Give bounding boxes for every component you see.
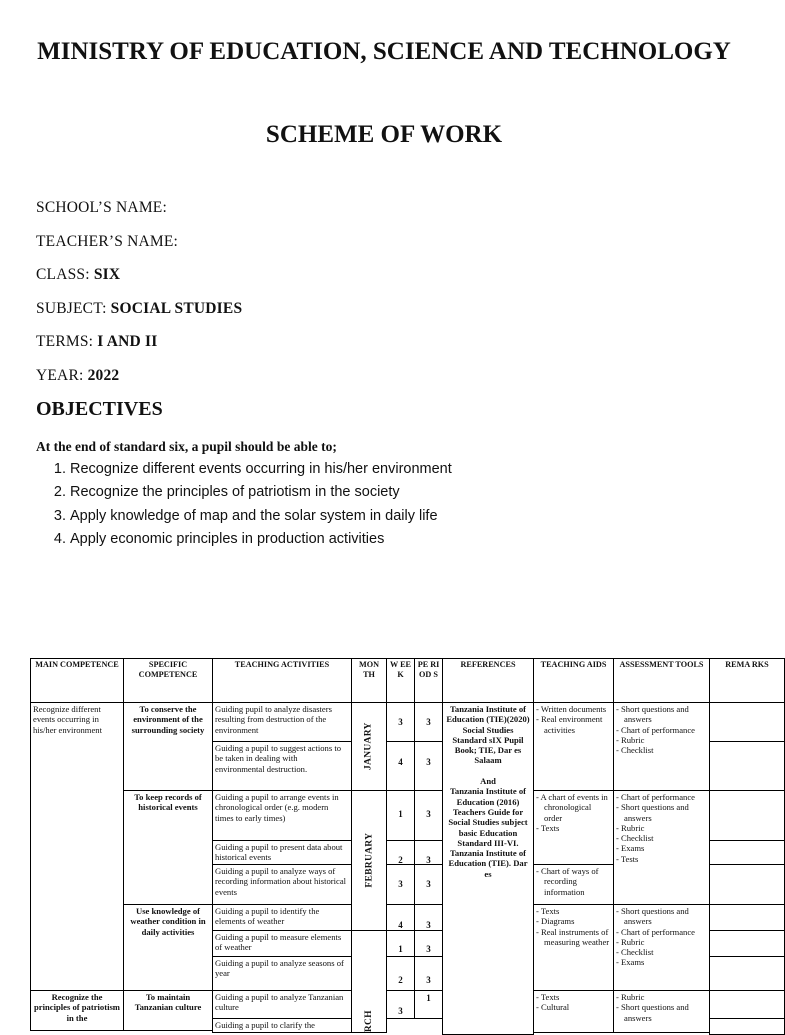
column-header: W EE K [386, 658, 415, 703]
column-header: TEACHING ACTIVITIES [212, 658, 352, 703]
period-value: 3 [426, 944, 431, 954]
school-name-field [36, 199, 167, 217]
period-value: 3 [426, 975, 431, 985]
document-title: SCHEME OF WORK [265, 121, 503, 148]
period-value: 3 [426, 717, 431, 727]
objective-item: 2. Recognize the principles of patriotism in the society [70, 481, 452, 504]
assessment-tools-cell [613, 904, 710, 991]
list-item: - Short questions and answers [616, 1002, 707, 1023]
column-header: SPECIFIC COMPETENCE [123, 658, 213, 703]
teaching-activity-cell: Guiding a pupil to clarify the [212, 1018, 352, 1033]
month-label: FEBRUARY [363, 833, 374, 888]
objective-item: 4. Apply economic principles in production activities [70, 528, 452, 551]
period-value: 3 [426, 855, 431, 865]
teaching-activity-cell: Guiding a pupil to analyze Tanzanian culture [212, 990, 352, 1019]
teaching-activity-cell: Guiding a pupil to measure elements of weather [212, 930, 352, 957]
week-value: 4 [398, 757, 403, 767]
remarks-cell [709, 702, 785, 742]
teaching-aids-cell [533, 904, 614, 991]
list-item: - Short questions and answers [616, 802, 707, 823]
column-header: MON TH [351, 658, 387, 703]
week-value: 3 [398, 717, 403, 727]
list-item: - Tests [616, 854, 707, 864]
period-value: 3 [426, 809, 431, 819]
list-item: - Checklist [616, 947, 707, 957]
terms-value: I AND II [97, 333, 158, 350]
objectives-intro: At the end of standard six, a pupil should be able to; [36, 439, 337, 454]
assessment-tools-cell [613, 790, 710, 905]
list-item: - A chart of events in chronological order [536, 792, 611, 823]
objectives-heading: OBJECTIVES [36, 398, 163, 420]
period-value: 1 [426, 993, 431, 1003]
week-value: 4 [398, 920, 403, 930]
teacher-name-label: TEACHER’S NAME: [36, 233, 179, 250]
subject-value: SOCIAL STUDIES [110, 300, 243, 317]
teaching-aids-cell [533, 864, 614, 905]
teaching-activity-cell: Guiding a pupil to analyze seasons of year [212, 956, 352, 991]
references-cell: Tanzania Institute of Education (TIE)(2020) Social Studies Standard sIX Pupil Book; TIE, Dar es Salaam And Tanzania Institute of Education (2016) Teachers Guide for Social Studies subject basic Education Standard III-VI. Tanzania Institute of Education (TIE). Dar es [442, 702, 534, 1035]
remarks-cell [709, 956, 785, 991]
teaching-aids-cell [533, 790, 614, 865]
teacher-name-field [36, 233, 178, 251]
list-item: - Chart of performance [616, 725, 707, 735]
subject-field [36, 300, 242, 318]
list-item: - Short questions and answers [616, 704, 707, 725]
remarks-cell [709, 1018, 785, 1035]
list-item: - Real instruments of measuring weather [536, 927, 611, 948]
remarks-cell [709, 904, 785, 931]
terms-label: TERMS: [36, 333, 98, 350]
remarks-cell [709, 741, 785, 791]
year-label: YEAR: [36, 367, 88, 384]
teaching-activity-cell: Guiding a pupil to suggest actions to be taken in dealing with environmental destruction. [212, 741, 352, 791]
teaching-activity-cell: Guiding a pupil to identify the elements of weather [212, 904, 352, 931]
objective-item: 3. Apply knowledge of map and the solar system in daily life [70, 505, 452, 528]
teaching-aids-cell [533, 990, 614, 1033]
main-competence-cell: Recognize different events occurring in his/her environment [30, 702, 124, 991]
week-value: 2 [398, 975, 403, 985]
scheme-table [30, 658, 784, 1032]
list-item: - Written documents [536, 704, 611, 714]
column-header: PE RI OD S [414, 658, 443, 703]
month-label: RCH [363, 1009, 374, 1032]
teaching-activity-cell: Guiding a pupil to arrange events in chronological order (e.g. modern times to early times) [212, 790, 352, 841]
teaching-aids-cell [533, 702, 614, 791]
week-value: 3 [398, 879, 403, 889]
list-item: - Rubric [616, 992, 707, 1002]
terms-field [36, 333, 157, 351]
column-header: REFERENCES [442, 658, 534, 703]
list-item: - Chart of ways of recording information [536, 866, 611, 897]
main-competence-cell: Recognize the principles of patriotism in the [30, 990, 124, 1031]
assessment-tools-cell [613, 990, 710, 1033]
list-item: - Texts [536, 906, 611, 916]
list-item: - Diagrams [536, 916, 611, 926]
list-item: - Rubric [616, 735, 707, 745]
teaching-activity-cell: Guiding pupil to analyze disasters resulting from destruction of the environment [212, 702, 352, 742]
objective-item: 1. Recognize different events occurring in his/her environment [70, 458, 452, 481]
subject-label: SUBJECT: [36, 300, 111, 317]
specific-competence-cell: To keep records of historical events [123, 790, 213, 905]
remarks-cell [709, 864, 785, 905]
objectives-list [32, 458, 452, 551]
column-header: REMA RKS [709, 658, 785, 703]
specific-competence-cell: Use knowledge of weather condition in daily activities [123, 904, 213, 991]
column-header: TEACHING AIDS [533, 658, 614, 703]
list-item: - Texts [536, 992, 611, 1002]
assessment-tools-cell [613, 702, 710, 791]
period-value: 3 [426, 879, 431, 889]
week-value: 1 [398, 944, 403, 954]
week-value: 1 [398, 809, 403, 819]
list-item: - Texts [536, 823, 611, 833]
remarks-cell [709, 930, 785, 957]
class-label: CLASS: [36, 266, 94, 283]
remarks-cell [709, 840, 785, 865]
list-item: - Cultural [536, 1002, 611, 1012]
year-value: 2022 [87, 367, 120, 384]
list-item: - Checklist [616, 833, 707, 843]
column-header: MAIN COMPETENCE [30, 658, 124, 703]
month-cell [351, 702, 387, 791]
list-item: - Checklist [616, 745, 707, 755]
list-item: - Chart of performance [616, 927, 707, 937]
ministry-title: MINISTRY OF EDUCATION, SCIENCE AND TECHNOLOGY [37, 38, 731, 65]
remarks-cell [709, 990, 785, 1019]
list-item: - Rubric [616, 823, 707, 833]
month-cell [351, 790, 387, 931]
teaching-activity-cell: Guiding a pupil to analyze ways of recording information about historical events [212, 864, 352, 905]
list-item: - Rubric [616, 937, 707, 947]
week-value: 2 [398, 855, 403, 865]
week-value: 3 [398, 1006, 403, 1016]
list-item: - Short questions and answers [616, 906, 707, 927]
teaching-activity-cell: Guiding a pupil to present data about historical events [212, 840, 352, 865]
list-item: - Real environment activities [536, 714, 611, 735]
school-name-label: SCHOOL’S NAME: [36, 199, 167, 216]
period-value: 3 [426, 920, 431, 930]
list-item: - Exams [616, 957, 707, 967]
list-item: - Chart of performance [616, 792, 707, 802]
specific-competence-cell: To maintain Tanzanian culture [123, 990, 213, 1031]
year-field [36, 367, 119, 385]
remarks-cell [709, 790, 785, 841]
class-field [36, 266, 120, 284]
month-label: JANUARY [363, 722, 374, 771]
list-item: - Exams [616, 843, 707, 853]
month-cell [351, 930, 387, 1033]
specific-competence-cell: To conserve the environment of the surrounding society [123, 702, 213, 791]
period-value: 3 [426, 757, 431, 767]
class-value: SIX [93, 266, 121, 283]
column-header: ASSESSMENT TOOLS [613, 658, 710, 703]
